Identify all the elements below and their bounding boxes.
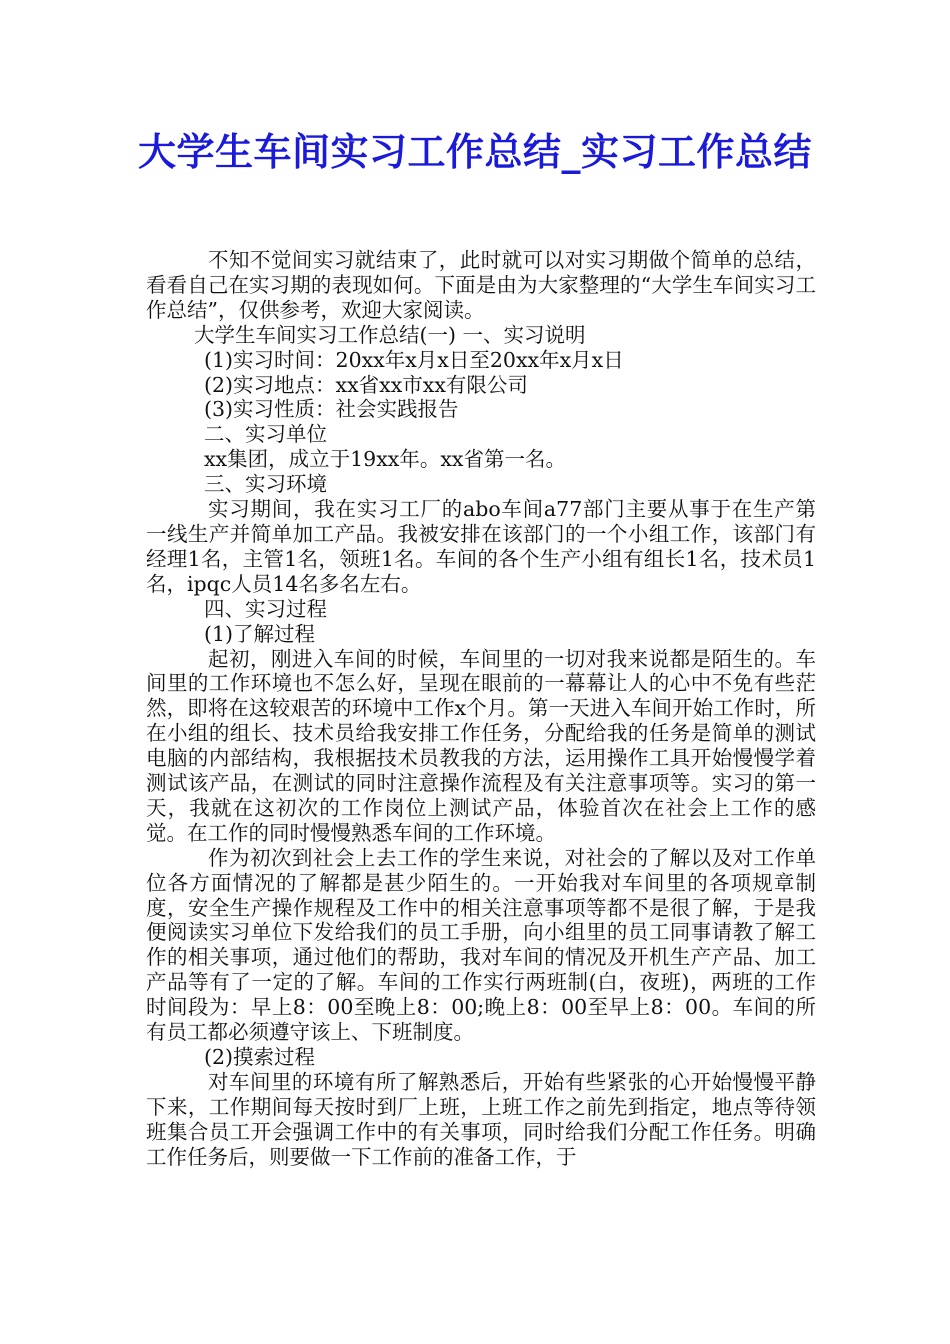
paragraph-environment: 实习期间，我在实习工厂的abo车间a77部门主要从事于在生产第一线生产并简单加工产品。我被安排在该部门的一个小组工作，该部门有经理1名，主管1名，领班1名。车间的各个生产小组有组长1名，技术员1名，ipqc人员14名多名左右。 [146,497,816,596]
paragraph-exploring: 对车间里的环境有所了解熟悉后，开始有些紧张的心开始慢慢平静下来，工作期间每天按时到厂上班，上班工作之前先到指定，地点等待领班集合员工开会强调工作中的有关事项，同时给我们分配工作任务。明确工作任务后，则要做一下工作前的准备工作，于 [146,1069,816,1169]
paragraph-company: xx集团，成立于19xx年。xx省第一名。 [204,447,566,472]
section-heading-two: 二、实习单位 [204,422,327,447]
list-item-time: (1)实习时间：20xx年x月x日至20xx年x月x日 [204,347,624,372]
document-title: 大学生车间实习工作总结_实习工作总结 [137,129,812,174]
paragraph-intro: 不知不觉间实习就结束了，此时就可以对实习期做个简单的总结，看看自己在实习期的表现如何。下面是由为大家整理的“大学生车间实习工作总结”，仅供参考，欢迎大家阅读。 [146,248,816,322]
section-heading-four: 四、实习过程 [204,596,327,621]
paragraph-first-job: 作为初次到社会上去工作的学生来说，对社会的了解以及对工作单位各方面情况的了解都是甚少陌生的。一开始我对车间里的各项规章制度，安全生产操作规程及工作中的相关注意事项等都不是很了解，于是我便阅读实习单位下发给我们的员工手册，向小组里的员工同事请教了解工作的相关事项，通过他们的帮助，我对车间的情况及开机生产产品、加工产品等有了一定的了解。车间的工作实行两班制(白，夜班)，两班的工作时间段为：早上8：00至晚上8：00;晚上8：00至早上8：00。车间的所有员工都必须遵守该上、下班制度。 [146,845,816,1045]
list-item-nature: (3)实习性质：社会实践报告 [204,397,459,422]
section-heading-one: 大学生车间实习工作总结(一) 一、实习说明 [194,322,586,347]
subheading-understanding: (1)了解过程 [204,621,316,646]
document-body [146,248,816,1170]
list-item-location: (2)实习地点：xx省xx市xx有限公司 [204,372,528,397]
section-heading-three: 三、实习环境 [204,472,327,497]
paragraph-beginning: 起初，刚进入车间的时候，车间里的一切对我来说都是陌生的。车间里的工作环境也不怎么好，呈现在眼前的一幕幕让人的心中不免有些茫然，即将在这较艰苦的环境中工作x个月。第一天进入车间开始工作时，所在小组的组长、技术员给我安排工作任务，分配给我的任务是简单的测试电脑的内部结构，我根据技术员教我的方法，运用操作工具开始慢慢学着测试该产品，在测试的同时注意操作流程及有关注意事项等。实习的第一天，我就在这初次的工作岗位上测试产品，体验首次在社会上工作的感觉。在工作的同时慢慢熟悉车间的工作环境。 [146,646,816,845]
subheading-exploring: (2)摸索过程 [204,1045,316,1069]
